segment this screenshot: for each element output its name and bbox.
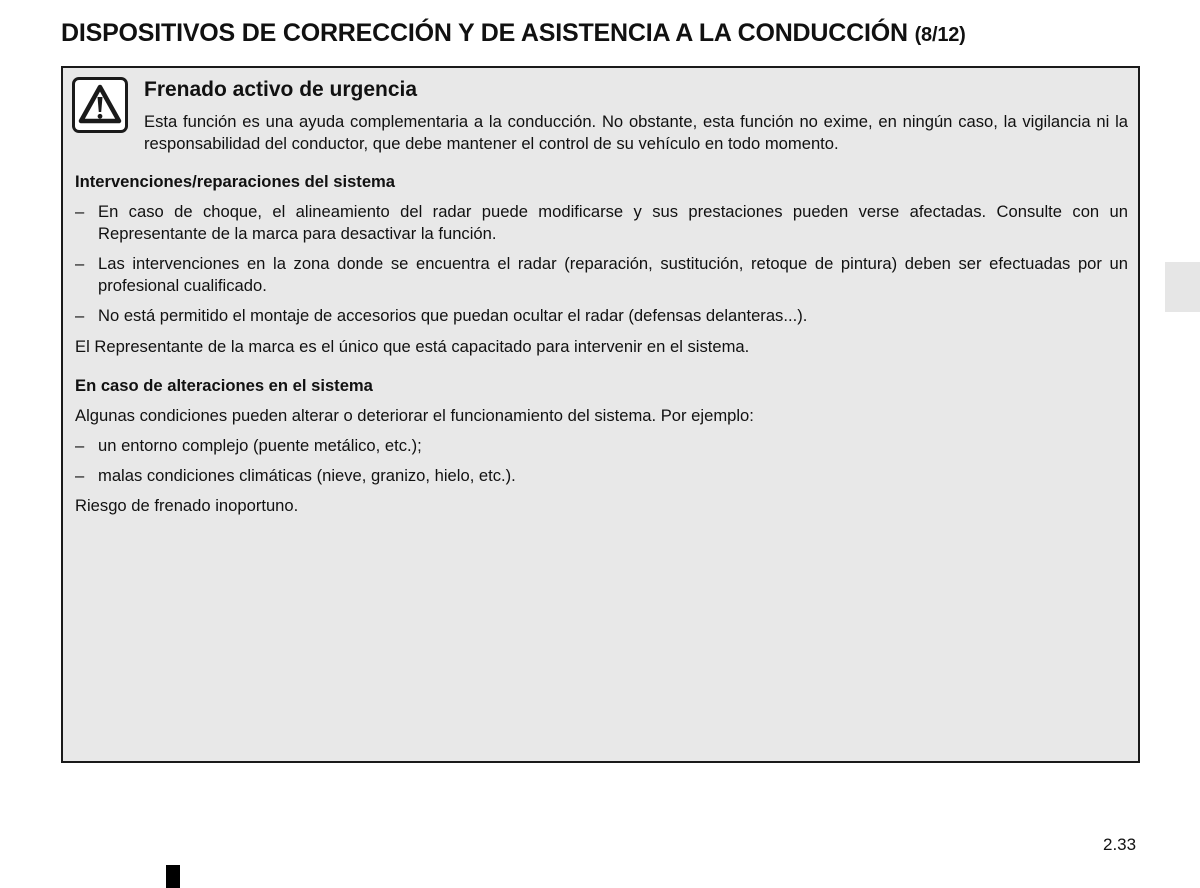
chapter-side-tab <box>1165 262 1200 312</box>
bullet-dash: – <box>75 254 85 273</box>
bullet-dash: – <box>75 466 85 485</box>
list-item-text: Las intervenciones en la zona donde se encuentra el radar (reparación, sustitución, retoque de pintura) deben ser efectuadas por un profesional cualificado. <box>98 254 1128 295</box>
interventions-list <box>75 201 1128 327</box>
list-item <box>75 465 1128 487</box>
page-title <box>61 19 966 48</box>
page-counter: (8/12) <box>914 24 966 46</box>
alterations-intro: Algunas condiciones pueden alterar o deteriorar el funcionamiento del sistema. Por ejemplo: <box>75 406 754 425</box>
list-item <box>75 201 1128 245</box>
list-item-text: un entorno complejo (puente metálico, etc.); <box>98 436 422 455</box>
warning-triangle-icon <box>72 77 128 133</box>
section-heading-alterations: En caso de alteraciones en el sistema <box>75 376 373 395</box>
list-item <box>75 305 1128 327</box>
list-item <box>75 435 1128 457</box>
page-number: 2.33 <box>1103 835 1137 854</box>
corner-mark <box>166 865 180 888</box>
bullet-dash: – <box>75 202 85 221</box>
warning-triangle-graphic <box>77 82 123 128</box>
warning-content <box>75 171 1128 517</box>
list-item-text: No está permitido el montaje de accesorios que puedan ocultar el radar (defensas delanteras...). <box>98 306 808 325</box>
alterations-note: Riesgo de frenado inoportuno. <box>75 496 299 515</box>
alterations-list <box>75 435 1128 487</box>
list-item <box>75 253 1128 297</box>
list-item-text: malas condiciones climáticas (nieve, granizo, hielo, etc.). <box>98 466 516 485</box>
bullet-dash: – <box>75 436 85 455</box>
section-heading-interventions: Intervenciones/reparaciones del sistema <box>75 172 396 191</box>
list-item-text: En caso de choque, el alineamiento del radar puede modificarse y sus prestaciones pueden verse afectadas. Consulte con un Representante de la marca para desactivar la función. <box>98 202 1128 243</box>
warning-heading: Frenado activo de urgencia <box>144 78 418 101</box>
warning-intro-text: Esta función es una ayuda complementaria a la conducción. No obstante, esta función no exime, en ningún caso, la vigilancia ni la responsabilidad del conductor, que debe mantener el control de su vehículo en todo momento. <box>144 112 1128 153</box>
interventions-note: El Representante de la marca es el único que está capacitado para intervenir en el sistema. <box>75 337 750 356</box>
page-title-text: DISPOSITIVOS DE CORRECCIÓN Y DE ASISTENCIA A LA CONDUCCIÓN <box>61 19 908 47</box>
warning-box <box>61 66 1140 763</box>
bullet-dash: – <box>75 306 85 325</box>
